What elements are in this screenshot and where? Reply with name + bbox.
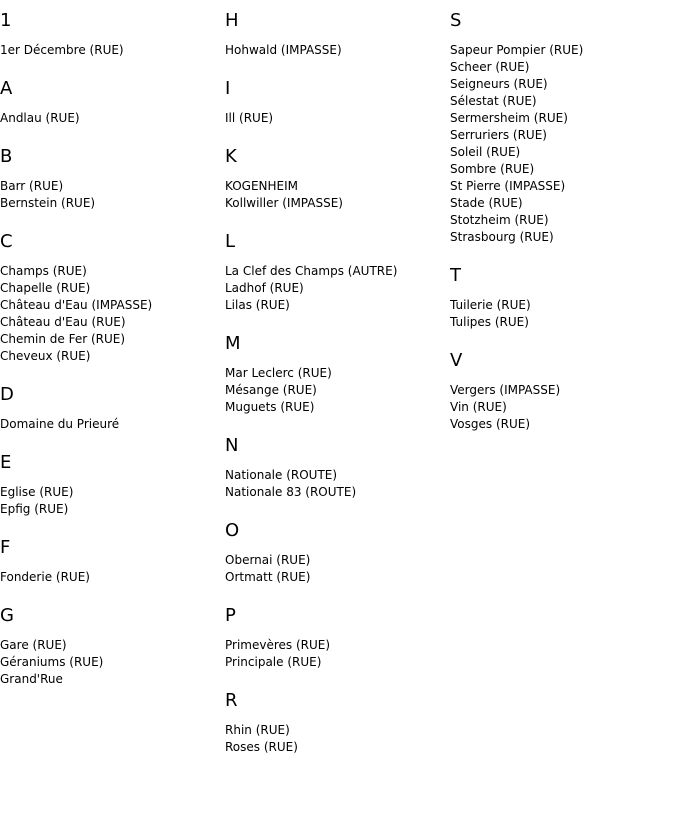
street-item[interactable]: Primevères (RUE) (225, 638, 331, 652)
street-item[interactable]: Soleil (RUE) (450, 145, 521, 159)
street-list (225, 467, 445, 501)
street-item[interactable]: Nationale 83 (ROUTE) (225, 485, 357, 499)
street-item[interactable]: Principale (RUE) (225, 655, 322, 669)
letter-group-1 (0, 10, 220, 59)
letter-group-c (0, 231, 220, 365)
street-list (0, 110, 220, 127)
street-item[interactable]: Kollwiller (IMPASSE) (225, 196, 343, 210)
group-letter: H (225, 10, 239, 31)
letter-group-v (450, 350, 670, 433)
street-item[interactable]: Géraniums (RUE) (0, 655, 104, 669)
letter-group-f (0, 537, 220, 586)
street-item[interactable]: Seigneurs (RUE) (450, 77, 548, 91)
letter-group-h (225, 10, 445, 59)
group-letter: E (0, 452, 12, 473)
street-index-column-1 (0, 10, 220, 707)
street-item[interactable]: Epfig (RUE) (0, 502, 69, 516)
street-list (225, 110, 445, 127)
group-letter: 1 (0, 10, 12, 31)
street-item[interactable]: Scheer (RUE) (450, 60, 530, 74)
street-item[interactable]: KOGENHEIM (225, 179, 299, 193)
street-item[interactable]: Sapeur Pompier (RUE) (450, 43, 584, 57)
street-list (0, 178, 220, 212)
street-item[interactable]: Obernai (RUE) (225, 553, 311, 567)
letter-group-s (450, 10, 670, 246)
letter-group-e (0, 452, 220, 518)
street-item[interactable]: Champs (RUE) (0, 264, 87, 278)
street-item[interactable]: Stotzheim (RUE) (450, 213, 549, 227)
group-letter: N (225, 435, 239, 456)
street-item[interactable]: Ill (RUE) (225, 111, 274, 125)
letter-group-b (0, 146, 220, 212)
street-list (450, 297, 670, 331)
street-item[interactable]: Grand'Rue (0, 672, 63, 686)
street-item[interactable]: Stade (RUE) (450, 196, 523, 210)
street-item[interactable]: Ortmatt (RUE) (225, 570, 311, 584)
group-letter: S (450, 10, 462, 31)
street-item[interactable]: Vin (RUE) (450, 400, 507, 414)
street-list (450, 42, 670, 246)
street-item[interactable]: Hohwald (IMPASSE) (225, 43, 342, 57)
street-item[interactable]: Serruriers (RUE) (450, 128, 547, 142)
street-list (0, 263, 220, 365)
street-list (225, 637, 445, 671)
group-letter: L (225, 231, 236, 252)
street-list (225, 178, 445, 212)
street-item[interactable]: 1er Décembre (RUE) (0, 43, 124, 57)
letter-group-o (225, 520, 445, 586)
street-list (0, 484, 220, 518)
group-letter: G (0, 605, 14, 626)
group-letter: C (0, 231, 13, 252)
street-item[interactable]: Roses (RUE) (225, 740, 298, 754)
letter-group-d (0, 384, 220, 433)
street-list (225, 263, 445, 314)
street-item[interactable]: Nationale (ROUTE) (225, 468, 338, 482)
group-letter: B (0, 146, 13, 167)
street-item[interactable]: Château d'Eau (IMPASSE) (0, 298, 153, 312)
street-item[interactable]: Mésange (RUE) (225, 383, 317, 397)
street-list (225, 552, 445, 586)
street-item[interactable]: Bernstein (RUE) (0, 196, 96, 210)
street-item[interactable]: Cheveux (RUE) (0, 349, 91, 363)
street-item[interactable]: Sombre (RUE) (450, 162, 535, 176)
group-letter: P (225, 605, 236, 626)
street-item[interactable]: Château d'Eau (RUE) (0, 315, 126, 329)
street-item[interactable]: Tulipes (RUE) (450, 315, 529, 329)
street-list (225, 365, 445, 416)
group-letter: M (225, 333, 241, 354)
group-letter: R (225, 690, 238, 711)
letter-group-r (225, 690, 445, 756)
street-item[interactable]: Domaine du Prieuré (0, 417, 120, 431)
street-list (0, 416, 220, 433)
letter-group-p (225, 605, 445, 671)
letter-group-l (225, 231, 445, 314)
street-item[interactable]: Chapelle (RUE) (0, 281, 91, 295)
street-list (0, 569, 220, 586)
street-list (450, 382, 670, 433)
street-item[interactable]: Lilas (RUE) (225, 298, 290, 312)
group-letter: K (225, 146, 237, 167)
street-item[interactable]: Mar Leclerc (RUE) (225, 366, 332, 380)
street-item[interactable]: Vosges (RUE) (450, 417, 531, 431)
group-letter: D (0, 384, 14, 405)
street-item[interactable]: Strasbourg (RUE) (450, 230, 554, 244)
group-letter: T (450, 265, 461, 286)
street-list (225, 722, 445, 756)
street-list (225, 42, 445, 59)
group-letter: A (0, 78, 13, 99)
letter-group-k (225, 146, 445, 212)
letter-group-t (450, 265, 670, 331)
letter-group-i (225, 78, 445, 127)
street-item[interactable]: Eglise (RUE) (0, 485, 74, 499)
street-item[interactable]: Vergers (IMPASSE) (450, 383, 561, 397)
street-item[interactable]: Rhin (RUE) (225, 723, 290, 737)
street-item[interactable]: Sélestat (RUE) (450, 94, 537, 108)
street-item[interactable]: St Pierre (IMPASSE) (450, 179, 566, 193)
letter-group-a (0, 78, 220, 127)
street-item[interactable]: Chemin de Fer (RUE) (0, 332, 126, 346)
group-letter: V (450, 350, 463, 371)
street-item[interactable]: Tuilerie (RUE) (450, 298, 531, 312)
street-item[interactable]: Ladhof (RUE) (225, 281, 304, 295)
street-item[interactable]: Muguets (RUE) (225, 400, 315, 414)
street-item[interactable]: Sermersheim (RUE) (450, 111, 568, 125)
letter-group-m (225, 333, 445, 416)
group-letter: I (225, 78, 231, 99)
street-index-column-3 (450, 10, 670, 452)
street-list (0, 637, 220, 688)
street-index-column-2 (225, 10, 445, 775)
group-letter: O (225, 520, 240, 541)
street-list (0, 42, 220, 59)
street-item[interactable]: Andlau (RUE) (0, 111, 80, 125)
letter-group-n (225, 435, 445, 501)
street-item[interactable]: Gare (RUE) (0, 638, 67, 652)
street-item[interactable]: Barr (RUE) (0, 179, 64, 193)
street-item[interactable]: Fonderie (RUE) (0, 570, 90, 584)
group-letter: F (0, 537, 11, 558)
letter-group-g (0, 605, 220, 688)
street-item[interactable]: La Clef des Champs (AUTRE) (225, 264, 398, 278)
